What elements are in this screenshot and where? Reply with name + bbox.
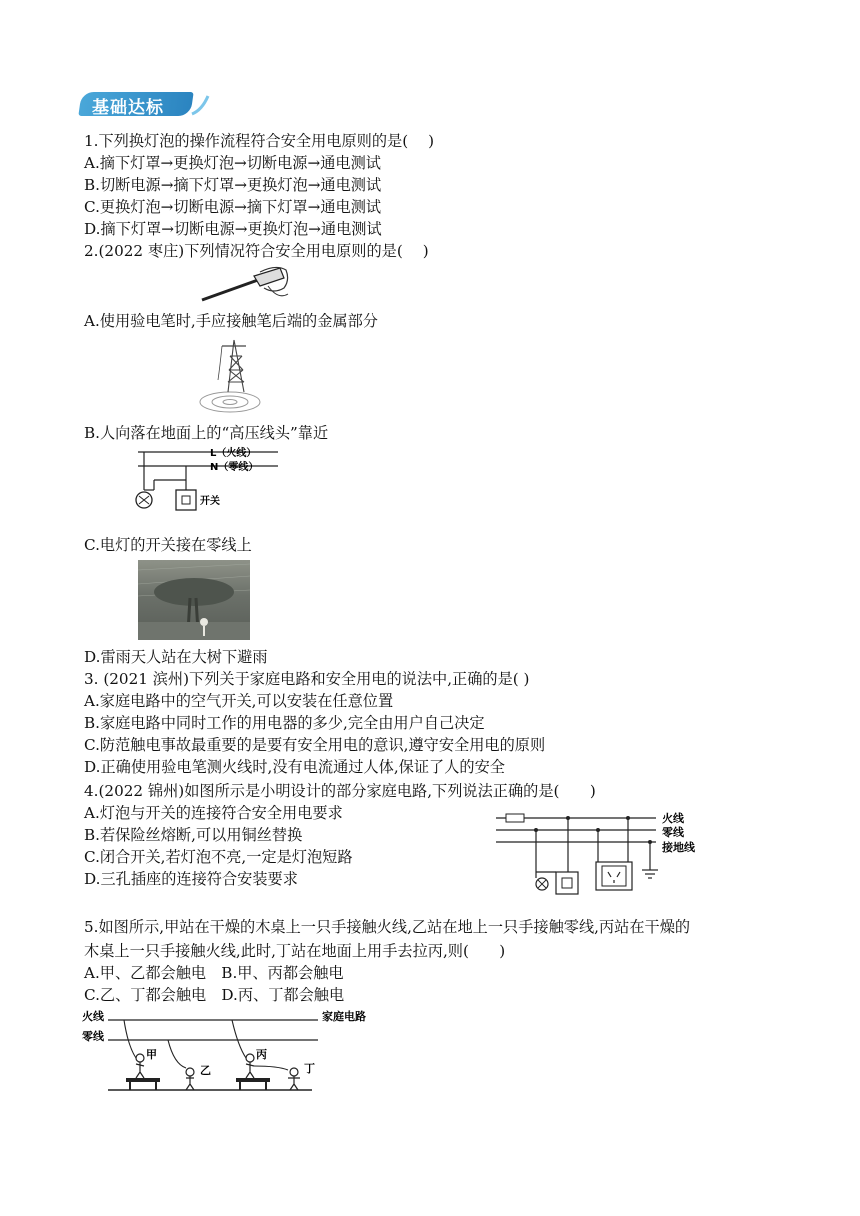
test-pen-figure xyxy=(198,264,294,306)
q3-option-c: C.防范触电事故最重要的是要有安全用电的意识,遵守安全用电的原则 xyxy=(84,736,546,754)
q3-stem: 3. (2021 滨州)下列关于家庭电路和安全用电的说法中,正确的是( ) xyxy=(84,670,530,688)
q4-ground-label: 接地线 xyxy=(662,841,695,854)
q4-option-c: C.闭合开关,若灯泡不亮,一定是灯泡短路 xyxy=(84,848,353,866)
q1-stem: 1.下列换灯泡的操作流程符合安全用电原则的是( ) xyxy=(84,132,435,150)
q1-option-a: A.摘下灯罩→更换灯泡→切断电源→通电测试 xyxy=(84,154,381,172)
person-ding-label: 丁 xyxy=(304,1062,315,1075)
q4-option-d: D.三孔插座的连接符合安装要求 xyxy=(84,870,298,888)
q5-circuit-label: 家庭电路 xyxy=(322,1010,366,1023)
thunderstorm-tree-photo xyxy=(138,560,250,640)
q3-option-d: D.正确使用验电笔测火线时,没有电流通过人体,保证了人的安全 xyxy=(84,758,505,776)
q4-option-b: B.若保险丝熔断,可以用铜丝替换 xyxy=(84,826,303,844)
person-yi-label: 乙 xyxy=(200,1064,211,1077)
storm-scene-image xyxy=(138,560,250,640)
q1-option-c: C.更换灯泡→切断电源→摘下灯罩→通电测试 xyxy=(84,198,382,216)
q4-stem: 4.(2022 锦州)如图所示是小明设计的部分家庭电路,下列说法正确的是( ) xyxy=(84,782,596,800)
lamp-switch-circuit-figure xyxy=(128,446,278,522)
q4-option-a: A.灯泡与开关的连接符合安全用电要求 xyxy=(84,804,343,822)
q3-option-a: A.家庭电路中的空气开关,可以安装在任意位置 xyxy=(84,692,394,710)
neutral-wire-label: N（零线） xyxy=(210,462,259,473)
high-voltage-tower-figure xyxy=(194,336,274,418)
person-jia-label: 甲 xyxy=(146,1048,157,1061)
badge-swoosh-icon xyxy=(190,92,210,118)
q2-option-c: C.电灯的开关接在零线上 xyxy=(84,536,252,554)
q1-option-d: D.摘下灯罩→切断电源→更换灯泡→通电测试 xyxy=(84,220,382,238)
q5-stem-line1: 5.如图所示,甲站在干燥的木桌上一只手接触火线,乙站在地上一只手接触零线,丙站在干燥的 xyxy=(84,918,691,936)
q2-option-b: B.人向落在地面上的“高压线头”靠近 xyxy=(84,424,329,442)
q2-stem: 2.(2022 枣庄)下列情况符合安全用电原则的是( ) xyxy=(84,242,429,260)
q4-live-label: 火线 xyxy=(662,812,684,825)
q5-live-label: 火线 xyxy=(82,1010,104,1023)
q1-option-b: B.切断电源→摘下灯罩→更换灯泡→通电测试 xyxy=(84,176,382,194)
electric-shock-figure xyxy=(82,1006,372,1092)
switch-label: 开关 xyxy=(200,496,220,507)
q3-option-b: B.家庭电路中同时工作的用电器的多少,完全由用户自己决定 xyxy=(84,714,485,732)
q5-stem-line2: 木桌上一只手接触火线,此时,丁站在地面上用手去拉丙,则( ) xyxy=(84,942,506,960)
q2-option-a: A.使用验电笔时,手应接触笔后端的金属部分 xyxy=(84,312,378,330)
q4-neutral-label: 零线 xyxy=(662,826,684,839)
q2-option-d: D.雷雨天人站在大树下避雨 xyxy=(84,648,268,666)
section-badge xyxy=(80,92,212,118)
q5-options-ab: A.甲、乙都会触电 B.甲、丙都会触电 xyxy=(84,964,344,982)
q5-options-cd: C.乙、丁都会触电 D.丙、丁都会触电 xyxy=(84,986,345,1004)
person-bing-label: 丙 xyxy=(256,1048,267,1061)
q5-neutral-label: 零线 xyxy=(82,1030,104,1043)
home-circuit-figure xyxy=(492,806,722,900)
live-wire-label: L（火线） xyxy=(210,448,257,459)
badge-label: 基础达标 xyxy=(92,98,164,118)
